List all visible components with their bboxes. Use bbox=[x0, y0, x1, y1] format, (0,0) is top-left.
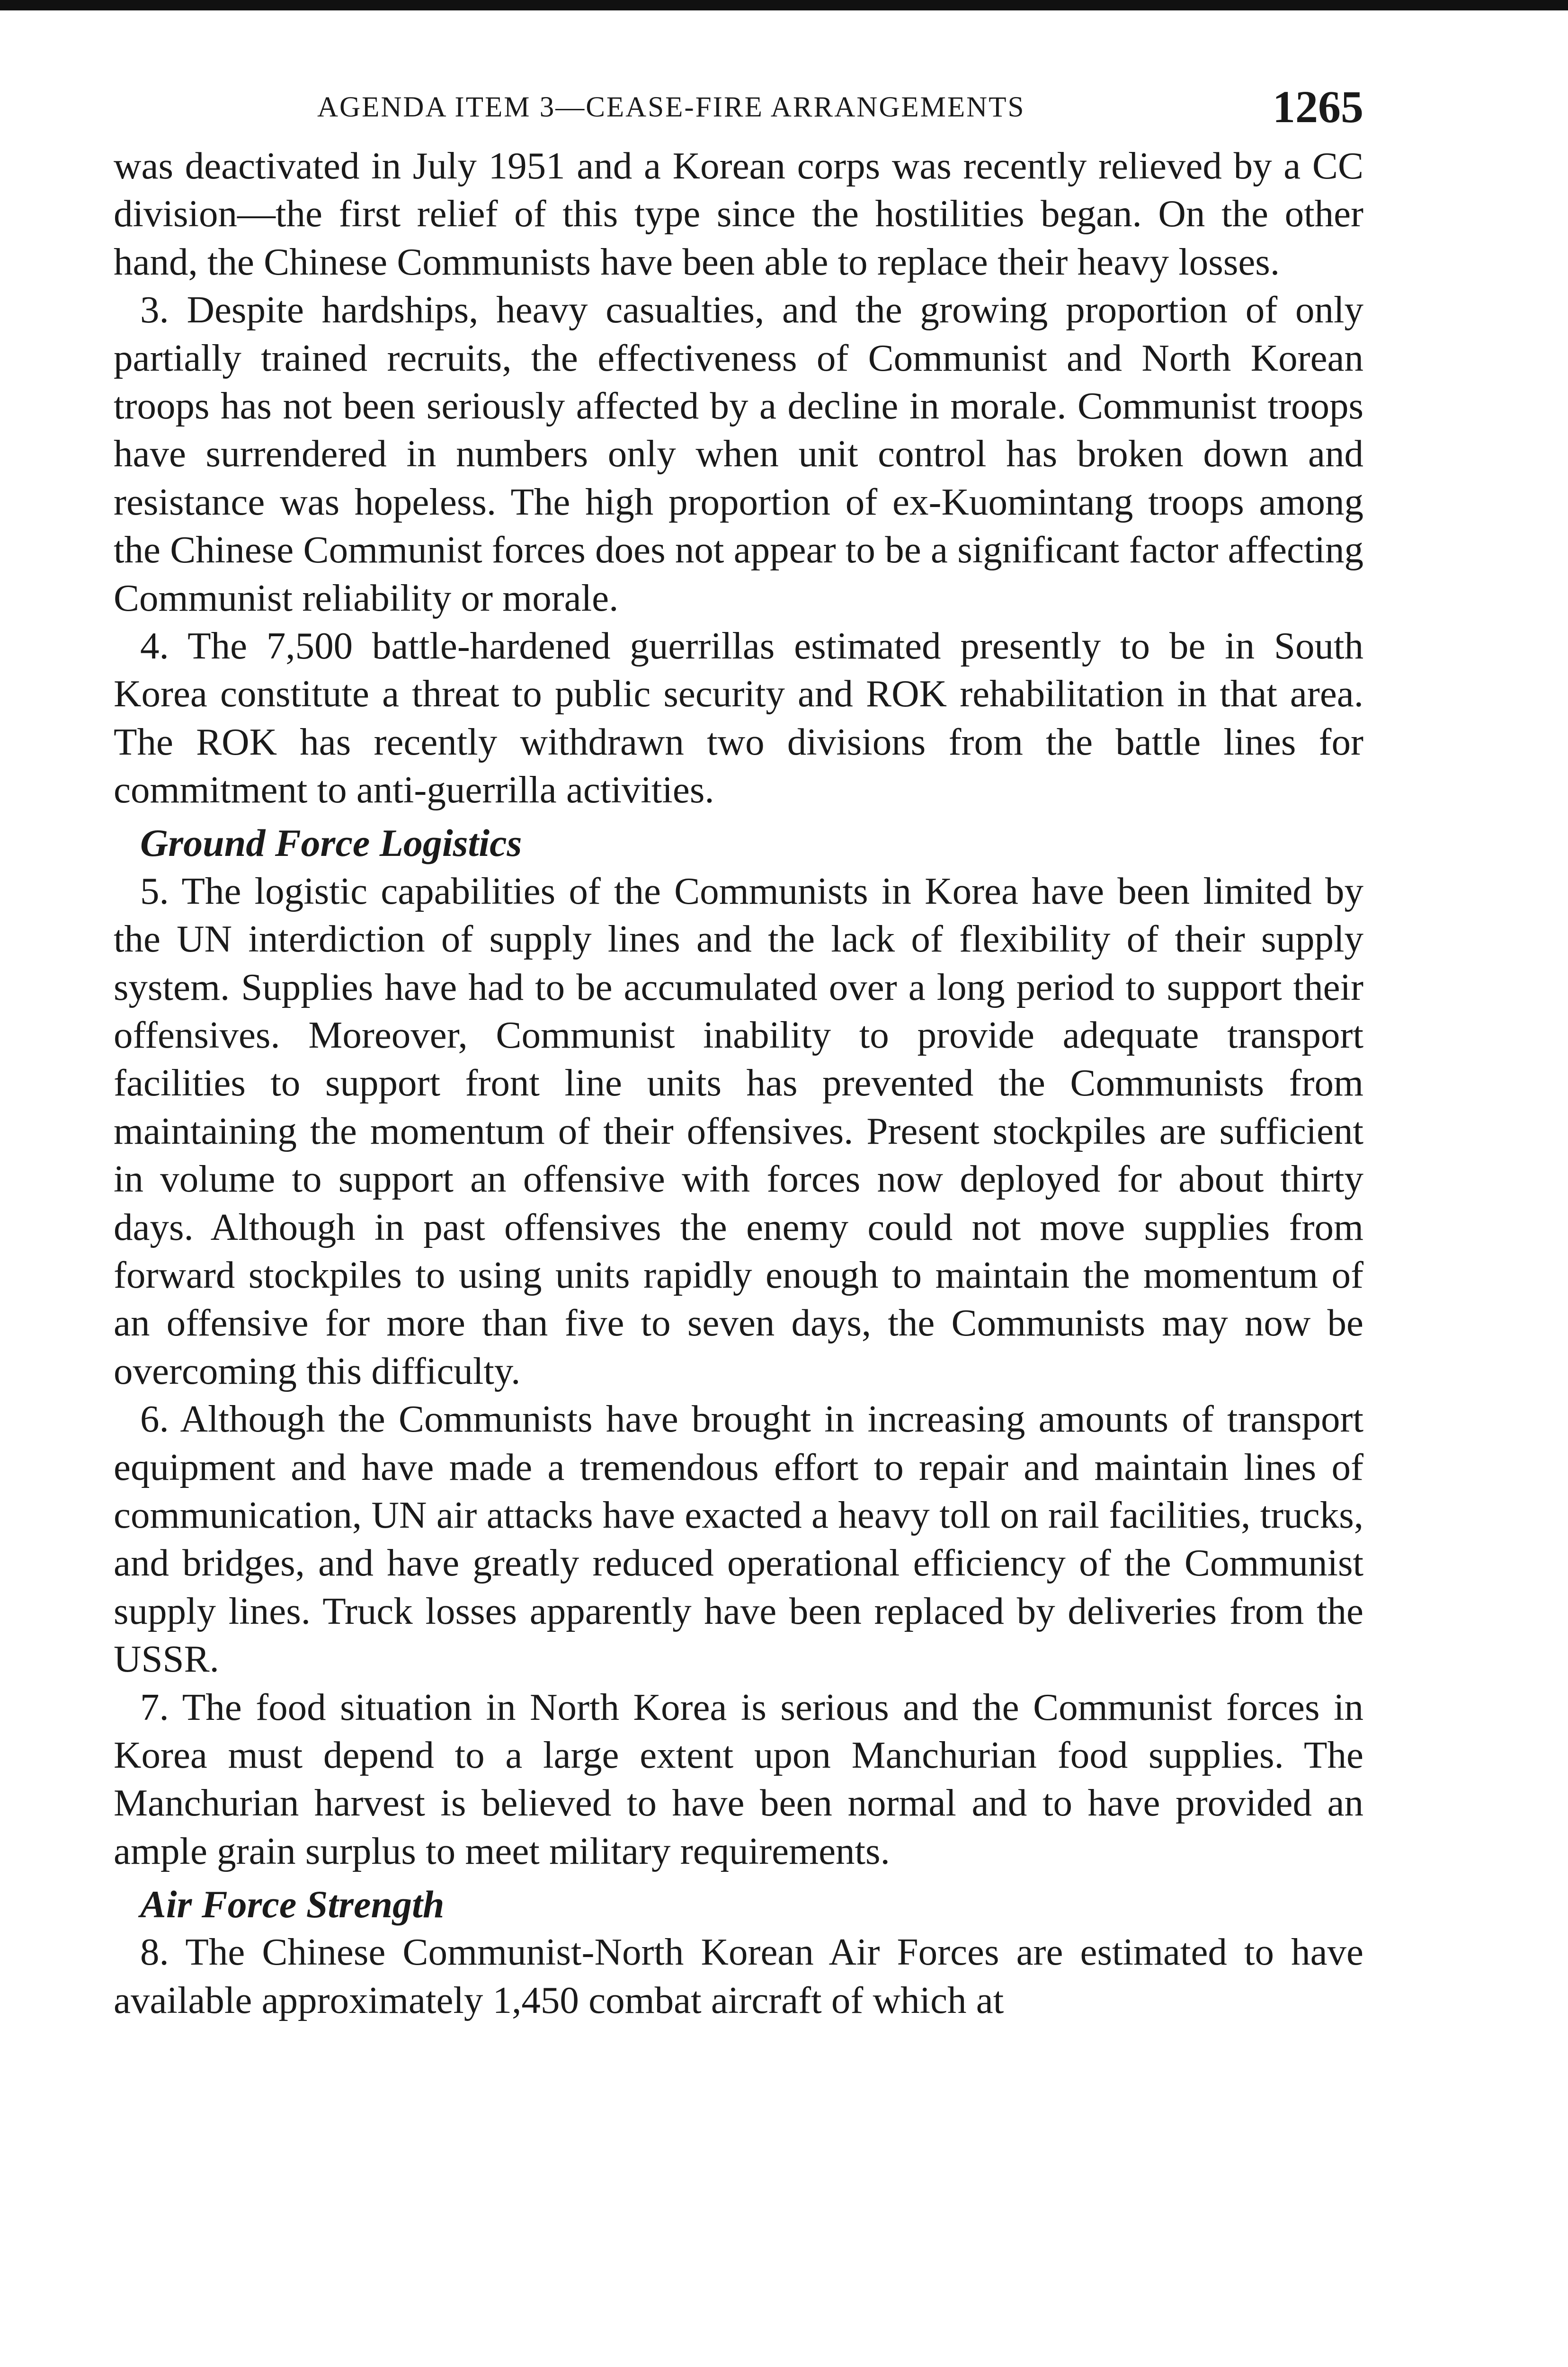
paragraph-8: 8. The Chinese Communist-North Korean Air Forces are estimated to have available approximately 1,450 combat aircraft of which at bbox=[114, 1931, 1363, 2021]
paragraph-4: 4. The 7,500 battle-hardened guerrillas estimated presently to be in South Korea constitute a threat to public security and ROK rehabilitation in that area. The ROK has recently withdrawn two divisions from the battle lines for commitment to anti-guerrilla activities. bbox=[114, 624, 1363, 811]
section-heading-air-force-strength: Air Force Strength bbox=[140, 1882, 445, 1926]
paragraph-6: 6. Although the Communists have brought in increasing amounts of transport equipment and have made a tremendous effort to repair and maintain lines of communication, UN air attacks have exacted a heavy toll on rail facilities, trucks, and bridges, and have greatly reduced operational efficiency of the Communist supply lines. Truck losses apparently have been replaced by deliveries from the USSR. bbox=[114, 1397, 1363, 1681]
paragraph-continued: was deactivated in July 1951 and a Korean corps was recently relieved by a CC division—the first relief of this type since the hostilities began. On the other hand, the Chinese Communists have been able to replace their heavy losses. bbox=[114, 144, 1363, 283]
running-head-title: AGENDA ITEM 3—CEASE-FIRE ARRANGEMENTS bbox=[317, 91, 1025, 123]
section-heading-ground-force-logistics: Ground Force Logistics bbox=[140, 821, 522, 865]
running-head bbox=[114, 71, 1363, 142]
page-number: 1265 bbox=[1273, 81, 1363, 132]
paragraph-5: 5. The logistic capabilities of the Communists in Korea have been limited by the UN interdiction of supply lines and the lack of flexibility of their supply system. Supplies have had to be accumulated over a long period to support their offensives. Moreover, Communist inability to provide adequate transport facilities to support front line units has prevented the Communists from maintaining the momentum of their offensives. Present stockpiles are sufficient in volume to support an offensive with forces now deployed for about thirty days. Although in past offensives the enemy could not move supplies from forward stockpiles to using units rapidly enough to maintain the momentum of an offensive for more than five to seven days, the Communists may now be overcoming this difficulty. bbox=[114, 869, 1363, 1392]
book-page bbox=[114, 71, 1363, 2024]
scan-top-edge bbox=[0, 0, 1568, 10]
paragraph-7: 7. The food situation in North Korea is serious and the Communist forces in Korea must depend to a large extent upon Manchurian food supplies. The Manchurian harvest is believed to have been normal and to have provided an ample grain surplus to meet military requirements. bbox=[114, 1685, 1363, 1872]
paragraph-3: 3. Despite hardships, heavy casualties, and the growing proportion of only partially trained recruits, the effectiveness of Communist and North Korean troops has not been seriously affected by a decline in morale. Communist troops have surrendered in numbers only when unit control has broken down and resistance was hopeless. The high proportion of ex-Kuomintang troops among the Chinese Communist forces does not appear to be a significant factor affecting Communist reliability or morale. bbox=[114, 288, 1363, 619]
